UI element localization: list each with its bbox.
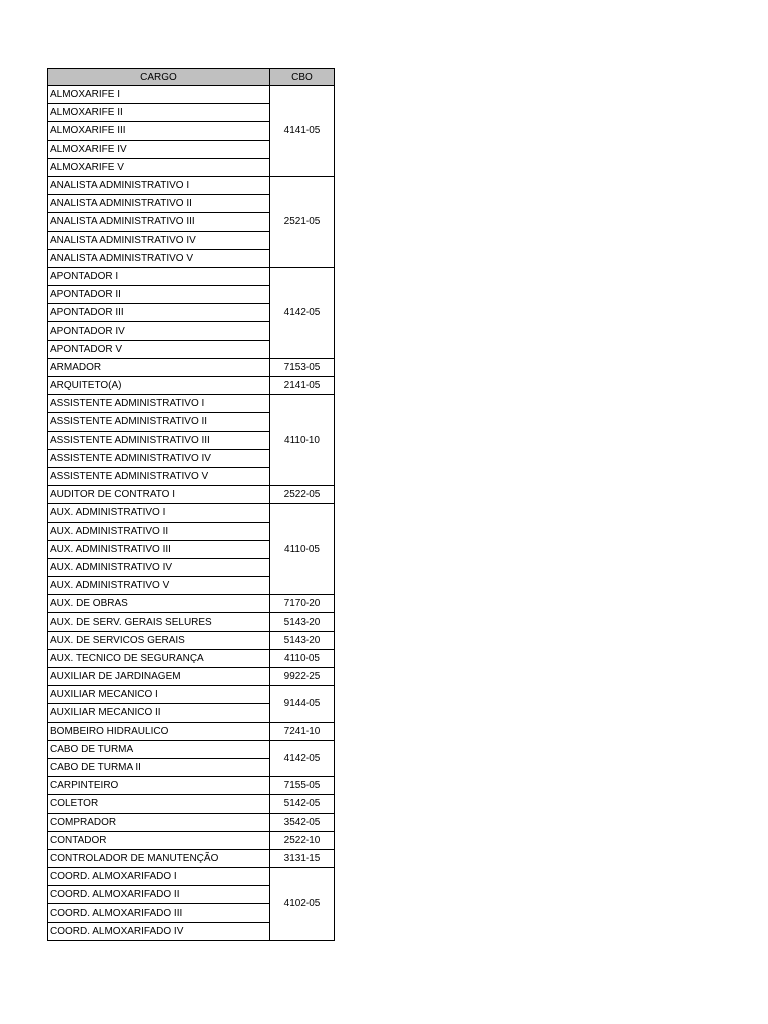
cargo-cell: ALMOXARIFE IV: [48, 140, 270, 158]
cargo-cell: AUX. ADMINISTRATIVO III: [48, 540, 270, 558]
table-row: [48, 176, 335, 194]
table-row: [48, 649, 335, 667]
cbo-cell: 7153-05: [270, 358, 335, 376]
cargo-cell: AUXILIAR MECANICO I: [48, 686, 270, 704]
cargo-cell: ANALISTA ADMINISTRATIVO I: [48, 176, 270, 194]
cargo-cell: ASSISTENTE ADMINISTRATIVO III: [48, 431, 270, 449]
table-row: [48, 795, 335, 813]
cargo-cell: AUX. ADMINISTRATIVO I: [48, 504, 270, 522]
cbo-cell: 5143-20: [270, 613, 335, 631]
cargo-cell: ASSISTENTE ADMINISTRATIVO I: [48, 395, 270, 413]
cargo-cell: ASSISTENTE ADMINISTRATIVO II: [48, 413, 270, 431]
cargo-cell: ALMOXARIFE II: [48, 104, 270, 122]
cargo-cell: AUXILIAR DE JARDINAGEM: [48, 668, 270, 686]
cbo-cell: 9144-05: [270, 686, 335, 722]
cargo-cell: ANALISTA ADMINISTRATIVO V: [48, 249, 270, 267]
table-row: [48, 849, 335, 867]
cargo-cell: ANALISTA ADMINISTRATIVO IV: [48, 231, 270, 249]
cbo-cell: 4102-05: [270, 868, 335, 941]
cargo-cbo-table: [47, 68, 335, 941]
table-row: [48, 486, 335, 504]
cbo-cell: 7170-20: [270, 595, 335, 613]
cargo-cell: ALMOXARIFE I: [48, 86, 270, 104]
cargo-cell: AUXILIAR MECANICO II: [48, 704, 270, 722]
table-row: [48, 777, 335, 795]
cargo-cell: ANALISTA ADMINISTRATIVO III: [48, 213, 270, 231]
cargo-cell: ALMOXARIFE III: [48, 122, 270, 140]
cbo-cell: 2522-05: [270, 486, 335, 504]
cargo-cell: ARQUITETO(A): [48, 377, 270, 395]
table-row: [48, 722, 335, 740]
cbo-cell: 4110-05: [270, 504, 335, 595]
table-body: [48, 86, 335, 941]
cbo-cell: 4110-05: [270, 649, 335, 667]
cargo-cell: CABO DE TURMA II: [48, 758, 270, 776]
table-row: [48, 267, 335, 285]
cbo-cell: 3542-05: [270, 813, 335, 831]
cbo-cell: 3131-15: [270, 849, 335, 867]
cargo-cbo-sheet: [47, 68, 335, 941]
cargo-cell: COMPRADOR: [48, 813, 270, 831]
cargo-cell: APONTADOR V: [48, 340, 270, 358]
cargo-cell: AUDITOR DE CONTRATO I: [48, 486, 270, 504]
cbo-cell: 5142-05: [270, 795, 335, 813]
cargo-cell: AUX. ADMINISTRATIVO IV: [48, 558, 270, 576]
table-row: [48, 868, 335, 886]
cbo-cell: 7155-05: [270, 777, 335, 795]
table-row: [48, 504, 335, 522]
cbo-cell: 4110-10: [270, 395, 335, 486]
cargo-cell: COLETOR: [48, 795, 270, 813]
cbo-cell: 4141-05: [270, 86, 335, 177]
cargo-cell: AUX. ADMINISTRATIVO II: [48, 522, 270, 540]
cargo-cell: COORD. ALMOXARIFADO IV: [48, 922, 270, 940]
cargo-cell: ASSISTENTE ADMINISTRATIVO V: [48, 467, 270, 485]
cargo-cell: AUX. DE SERVICOS GERAIS: [48, 631, 270, 649]
table-row: [48, 740, 335, 758]
cargo-cell: ANALISTA ADMINISTRATIVO II: [48, 195, 270, 213]
cbo-cell: 4142-05: [270, 267, 335, 358]
header-cargo: CARGO: [48, 69, 270, 86]
cargo-cell: AUX. DE SERV. GERAIS SELURES: [48, 613, 270, 631]
table-row: [48, 686, 335, 704]
cargo-cell: COORD. ALMOXARIFADO II: [48, 886, 270, 904]
cargo-cell: APONTADOR I: [48, 267, 270, 285]
cargo-cell: CABO DE TURMA: [48, 740, 270, 758]
cargo-cell: ASSISTENTE ADMINISTRATIVO IV: [48, 449, 270, 467]
cargo-cell: AUX. ADMINISTRATIVO V: [48, 577, 270, 595]
header-row: [48, 69, 335, 86]
cargo-cell: COORD. ALMOXARIFADO III: [48, 904, 270, 922]
cargo-cell: CONTROLADOR DE MANUTENÇÃO: [48, 849, 270, 867]
cargo-cell: COORD. ALMOXARIFADO I: [48, 868, 270, 886]
cargo-cell: CARPINTEIRO: [48, 777, 270, 795]
cargo-cell: ARMADOR: [48, 358, 270, 376]
cbo-cell: 9922-25: [270, 668, 335, 686]
table-row: [48, 613, 335, 631]
cargo-cell: APONTADOR III: [48, 304, 270, 322]
cbo-cell: 2521-05: [270, 176, 335, 267]
cargo-cell: APONTADOR II: [48, 286, 270, 304]
table-row: [48, 668, 335, 686]
cargo-cell: BOMBEIRO HIDRAULICO: [48, 722, 270, 740]
header-cbo: CBO: [270, 69, 335, 86]
table-row: [48, 377, 335, 395]
cbo-cell: 2522-10: [270, 831, 335, 849]
cbo-cell: 7241-10: [270, 722, 335, 740]
cargo-cell: CONTADOR: [48, 831, 270, 849]
cargo-cell: AUX. TECNICO DE SEGURANÇA: [48, 649, 270, 667]
cargo-cell: ALMOXARIFE V: [48, 158, 270, 176]
cbo-cell: 2141-05: [270, 377, 335, 395]
table-row: [48, 813, 335, 831]
cargo-cell: AUX. DE OBRAS: [48, 595, 270, 613]
table-row: [48, 86, 335, 104]
table-row: [48, 831, 335, 849]
table-row: [48, 631, 335, 649]
table-row: [48, 395, 335, 413]
table-row: [48, 595, 335, 613]
cbo-cell: 4142-05: [270, 740, 335, 776]
cargo-cell: APONTADOR IV: [48, 322, 270, 340]
cbo-cell: 5143-20: [270, 631, 335, 649]
table-row: [48, 358, 335, 376]
